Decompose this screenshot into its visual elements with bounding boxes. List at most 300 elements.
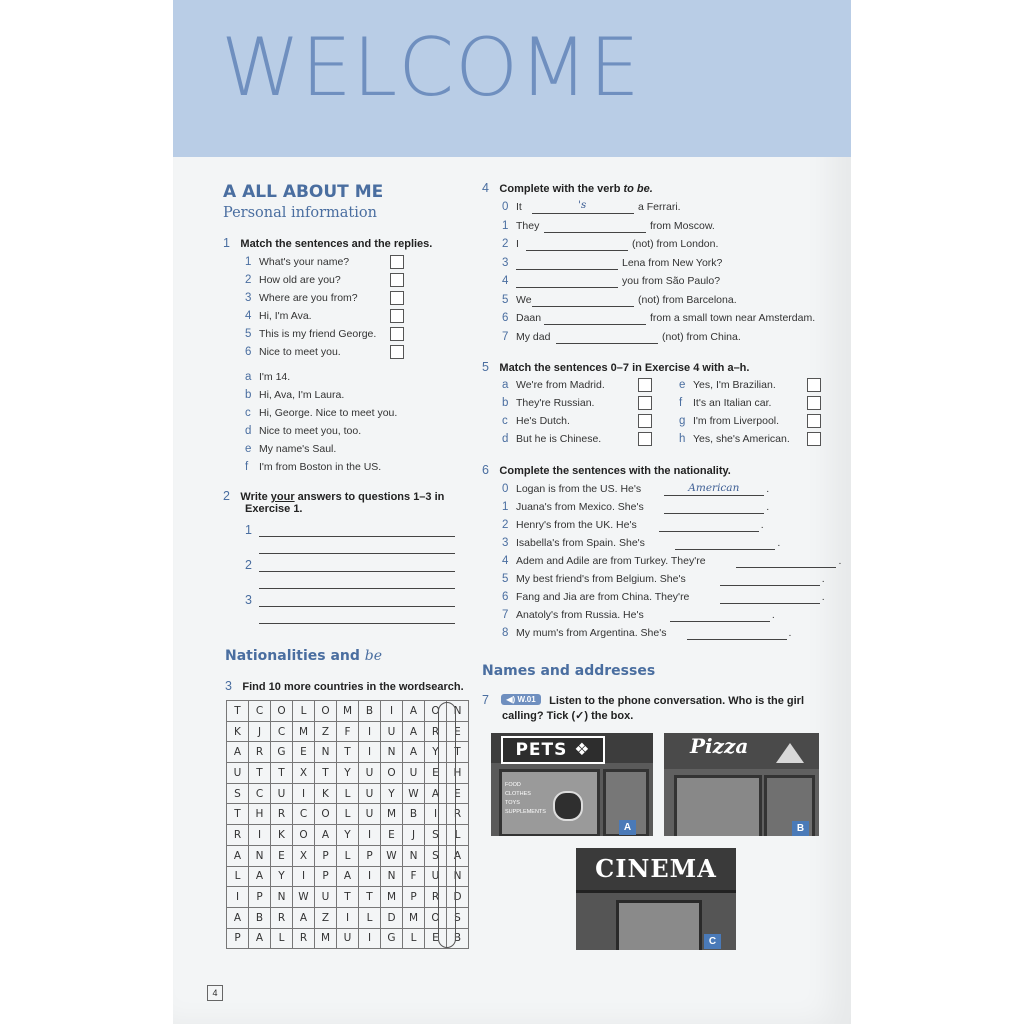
wordsearch-cell[interactable]: L [293, 701, 315, 722]
wordsearch-cell[interactable]: O [271, 701, 293, 722]
item-text: a Ferrari. [638, 201, 681, 213]
wordsearch-cell[interactable]: E [271, 845, 293, 866]
paw-icon: ❖ [567, 740, 591, 760]
answer-checkbox[interactable] [390, 291, 404, 305]
exercise-7-heading [482, 691, 804, 709]
wordsearch-cell[interactable]: T [227, 701, 249, 722]
item-text: (not) from China. [662, 330, 741, 343]
answer-line[interactable] [259, 536, 455, 537]
wordsearch-cell[interactable]: D [381, 907, 403, 928]
wordsearch-cell[interactable]: P [227, 928, 249, 949]
exercise-instruction: Find 10 more countries in the wordsearch. [242, 681, 464, 693]
item-text: from Moscow. [650, 219, 715, 232]
list-item [502, 609, 644, 621]
item-text: Hi, Ava, I'm Laura. [259, 389, 345, 401]
wordsearch-cell[interactable]: T [337, 742, 359, 763]
wordsearch-cell[interactable]: A [227, 907, 249, 928]
wordsearch-cell[interactable]: L [403, 928, 425, 949]
audio-track-button[interactable] [501, 694, 540, 705]
wordsearch-cell[interactable]: C [249, 701, 271, 722]
item-letter: b [502, 397, 509, 409]
exercise-4-heading [482, 179, 653, 197]
wordsearch-cell[interactable]: A [337, 866, 359, 887]
wordsearch-cell[interactable]: H [447, 763, 469, 784]
wordsearch-cell[interactable]: L [227, 866, 249, 887]
item-text: (not) from London. [632, 238, 719, 250]
wordsearch-cell[interactable]: E [381, 825, 403, 846]
item-text: My best friend's from Belgium. She's [516, 573, 686, 585]
answer-checkbox[interactable] [807, 414, 821, 428]
item-number: 1 [245, 523, 252, 537]
wordsearch-cell[interactable]: N [315, 742, 337, 763]
wordsearch-cell[interactable]: E [293, 742, 315, 763]
wordsearch-cell[interactable]: A [293, 907, 315, 928]
wordsearch-cell[interactable]: Y [337, 763, 359, 784]
item-number: 3 [502, 537, 509, 549]
wordsearch-cell[interactable]: P [315, 866, 337, 887]
list-item [245, 407, 397, 419]
wordsearch-cell[interactable]: M [293, 721, 315, 742]
item-number: 1 [502, 501, 509, 513]
answer-line[interactable] [516, 287, 618, 288]
wordsearch-cell[interactable]: I [293, 783, 315, 804]
answer-checkbox[interactable] [390, 345, 404, 359]
wordsearch-cell[interactable]: R [271, 907, 293, 928]
list-item [245, 292, 358, 304]
answer-line[interactable] [544, 324, 646, 325]
wordsearch-cell[interactable]: T [271, 763, 293, 784]
answer-checkbox[interactable] [390, 309, 404, 323]
wordsearch-cell[interactable]: U [403, 763, 425, 784]
item-text: Henry's from the UK. He's [516, 519, 637, 531]
wordsearch-cell[interactable]: T [315, 763, 337, 784]
answer-line[interactable] [675, 549, 775, 550]
header-banner [173, 0, 851, 157]
wordsearch-cell[interactable]: I [359, 742, 381, 763]
picture-cinema[interactable] [576, 848, 736, 950]
picture-pets-shop[interactable] [491, 733, 653, 836]
instruction-text: Exercise 1. [245, 503, 303, 515]
item-text: Anatoly's from Russia. He's [516, 609, 644, 621]
wordsearch-cell[interactable]: W [403, 783, 425, 804]
answer-checkbox[interactable] [807, 396, 821, 410]
wordsearch-cell[interactable]: I [381, 701, 403, 722]
answer-line[interactable] [516, 269, 618, 270]
wordsearch-cell[interactable]: Y [337, 825, 359, 846]
list-item [502, 501, 644, 513]
item-text: They [516, 219, 540, 232]
dog-logo-icon [553, 791, 583, 821]
wordsearch-cell[interactable]: B [403, 804, 425, 825]
wordsearch-row [227, 845, 469, 866]
wordsearch-cell[interactable]: U [359, 763, 381, 784]
answer-line[interactable] [259, 606, 455, 607]
answer-checkbox[interactable] [390, 327, 404, 341]
wordsearch-cell[interactable]: G [381, 928, 403, 949]
item-number: 6 [502, 312, 509, 324]
wordsearch-cell[interactable]: C [249, 783, 271, 804]
wordsearch-cell[interactable]: X [293, 845, 315, 866]
section-heading-names: Names and addresses [482, 663, 656, 679]
wordsearch-cell[interactable]: U [227, 763, 249, 784]
item-text: Daan [516, 312, 542, 324]
list-item [502, 591, 689, 603]
wordsearch-cell[interactable]: R [249, 742, 271, 763]
wordsearch-cell[interactable]: G [271, 742, 293, 763]
exercise-5-heading [482, 358, 749, 376]
list-item [502, 257, 516, 269]
wordsearch-cell[interactable]: L [447, 825, 469, 846]
sample-answer: 's [578, 199, 587, 211]
wordsearch-cell[interactable]: N [403, 845, 425, 866]
wordsearch-cell[interactable]: A [227, 742, 249, 763]
item-text: I [516, 238, 519, 250]
wordsearch-cell[interactable]: A [249, 866, 271, 887]
wordsearch-cell[interactable]: S [447, 907, 469, 928]
answer-checkbox[interactable] [638, 432, 652, 446]
wordsearch-cell[interactable]: R [293, 928, 315, 949]
item-number: 5 [502, 293, 509, 306]
wordsearch-cell[interactable]: N [447, 701, 469, 722]
wordsearch-cell[interactable]: U [337, 928, 359, 949]
answer-line[interactable] [544, 232, 646, 233]
answer-line[interactable] [687, 639, 787, 640]
wordsearch-cell[interactable]: I [359, 825, 381, 846]
item-number: 3 [245, 593, 252, 607]
item-text: from a small town near Amsterdam. [650, 312, 816, 324]
wordsearch-cell[interactable]: M [403, 907, 425, 928]
wordsearch-row [227, 783, 469, 804]
wordsearch-cell[interactable]: U [315, 887, 337, 908]
wordsearch-cell[interactable]: A [403, 701, 425, 722]
wordsearch-cell[interactable]: M [381, 804, 403, 825]
wordsearch-cell[interactable]: P [249, 887, 271, 908]
item-number: 2 [502, 238, 509, 250]
sentence-period: . [821, 573, 825, 585]
answer-line[interactable] [259, 588, 455, 589]
wordsearch-cell[interactable]: A [403, 721, 425, 742]
wordsearch-cell[interactable]: W [381, 845, 403, 866]
item-number: 1 [245, 256, 252, 268]
list-item [245, 371, 290, 383]
answer-line[interactable] [526, 250, 628, 251]
exercise-instruction: Listen to the phone conversation. Who is the girl [549, 695, 805, 707]
answer-line[interactable] [259, 571, 455, 572]
item-text: It's an Italian car. [693, 397, 772, 409]
item-text: He's Dutch. [516, 415, 570, 427]
item-letter: d [245, 425, 252, 437]
item-text: Yes, she's American. [693, 433, 790, 445]
page-title: WELCOME [221, 21, 641, 114]
page-number: 4 [207, 985, 223, 1001]
wordsearch-cell[interactable]: C [271, 721, 293, 742]
wordsearch-cell[interactable]: E [425, 928, 447, 949]
wordsearch-cell[interactable]: X [293, 763, 315, 784]
item-text: How old are you? [259, 274, 341, 286]
section-title: A ALL ABOUT ME [223, 182, 384, 202]
list-item [502, 220, 543, 232]
answer-checkbox[interactable] [638, 414, 652, 428]
wordsearch-cell[interactable]: K [227, 721, 249, 742]
item-text: We [516, 293, 532, 306]
wordsearch-cell[interactable]: B [359, 701, 381, 722]
item-text: I'm from Liverpool. [693, 415, 780, 427]
wordsearch-cell[interactable]: S [425, 825, 447, 846]
item-text: They're Russian. [516, 397, 595, 409]
section-subtitle: Personal information [223, 205, 377, 221]
exercise-number: 1 [223, 236, 230, 250]
item-number: 3 [502, 256, 509, 269]
instruction-text: Write [240, 491, 271, 503]
item-letter: f [679, 397, 683, 409]
exercise-number: 7 [482, 693, 489, 707]
wordsearch-cell[interactable]: A [425, 783, 447, 804]
answer-line[interactable] [259, 623, 455, 624]
picture-label-c: C [704, 934, 721, 949]
wordsearch-cell[interactable]: T [447, 742, 469, 763]
wordsearch-cell[interactable]: L [337, 845, 359, 866]
wordsearch-cell[interactable]: D [447, 887, 469, 908]
wordsearch-cell[interactable]: A [315, 825, 337, 846]
instruction-emphasis: your [270, 491, 295, 503]
wordsearch-cell[interactable]: F [403, 866, 425, 887]
item-letter: a [245, 371, 252, 383]
wordsearch-cell[interactable]: M [315, 928, 337, 949]
wordsearch-cell[interactable]: Z [315, 907, 337, 928]
wordsearch-cell[interactable]: I [359, 721, 381, 742]
item-text: Lena from New York? [622, 256, 723, 269]
wordsearch-answer-circle [438, 702, 456, 948]
wordsearch-cell[interactable]: L [359, 907, 381, 928]
answer-checkbox[interactable] [638, 396, 652, 410]
wordsearch-cell[interactable]: Y [381, 783, 403, 804]
wordsearch-cell[interactable]: B [447, 928, 469, 949]
list-item [502, 275, 516, 287]
item-letter: b [245, 389, 252, 401]
picture-pizza-shop[interactable] [664, 733, 819, 836]
wordsearch-cell[interactable]: A [403, 742, 425, 763]
exercise-3-heading [225, 677, 464, 695]
wordsearch-cell[interactable]: A [227, 845, 249, 866]
answer-checkbox[interactable] [807, 378, 821, 392]
wordsearch-cell[interactable]: O [425, 701, 447, 722]
board-item: TOYS [505, 800, 520, 806]
wordsearch-cell[interactable]: I [293, 866, 315, 887]
wordsearch-cell[interactable]: A [447, 845, 469, 866]
wordsearch-cell[interactable]: T [227, 804, 249, 825]
item-number: 0 [502, 483, 509, 495]
wordsearch-cell[interactable]: U [381, 721, 403, 742]
list-item [502, 537, 645, 549]
wordsearch-cell[interactable]: N [381, 866, 403, 887]
list-item [245, 346, 341, 358]
wordsearch-row [227, 763, 469, 784]
wordsearch-cell[interactable]: K [315, 783, 337, 804]
answer-checkbox[interactable] [807, 432, 821, 446]
exercise-instruction: calling? Tick (✓) the box. [502, 710, 634, 722]
answer-checkbox[interactable] [390, 273, 404, 287]
list-item [502, 201, 526, 213]
wordsearch-row [227, 887, 469, 908]
wordsearch-cell[interactable]: I [337, 907, 359, 928]
answer-checkbox[interactable] [390, 255, 404, 269]
answer-line[interactable] [259, 553, 455, 554]
list-item [679, 415, 779, 427]
shop-sign-text: Pizza [690, 734, 749, 758]
item-text: This is my friend George. [259, 328, 377, 340]
pizza-slice-icon [776, 743, 804, 763]
item-text: It [516, 201, 522, 213]
exercise-number: 6 [482, 463, 489, 477]
wordsearch-cell[interactable]: N [249, 845, 271, 866]
wordsearch-cell[interactable]: P [359, 845, 381, 866]
wordsearch-cell[interactable]: N [381, 742, 403, 763]
wordsearch-cell[interactable]: P [403, 887, 425, 908]
item-letter: d [502, 433, 509, 445]
item-letter: c [245, 407, 251, 419]
wordsearch-cell[interactable]: I [249, 825, 271, 846]
answer-line[interactable] [659, 531, 759, 532]
wordsearch-cell[interactable]: U [359, 804, 381, 825]
wordsearch-cell[interactable]: O [381, 763, 403, 784]
item-letter: f [245, 461, 249, 473]
list-item [502, 519, 637, 531]
wordsearch-cell[interactable]: T [249, 763, 271, 784]
wordsearch-cell[interactable]: L [337, 783, 359, 804]
heading-emphasis: be [364, 648, 383, 664]
instruction-text: answers to questions 1–3 in [294, 491, 445, 503]
item-number: 5 [245, 328, 252, 340]
answer-line[interactable] [670, 621, 770, 622]
board-item: FOOD [505, 782, 521, 788]
wordsearch-cell[interactable]: Y [425, 742, 447, 763]
item-letter: h [679, 433, 686, 445]
wordsearch-cell[interactable]: R [425, 887, 447, 908]
wordsearch-row [227, 721, 469, 742]
exercise-number: 5 [482, 360, 489, 374]
answer-line[interactable] [556, 343, 658, 344]
wordsearch-cell[interactable]: P [315, 845, 337, 866]
wordsearch-cell[interactable]: L [337, 804, 359, 825]
item-text: Hi, George. Nice to meet you. [259, 407, 398, 419]
wordsearch-cell[interactable]: R [425, 721, 447, 742]
item-text: Nice to meet you, too. [259, 425, 362, 437]
answer-line[interactable] [664, 495, 764, 496]
item-text: We're from Madrid. [516, 379, 605, 391]
answer-line[interactable] [720, 585, 820, 586]
wordsearch-grid[interactable] [226, 700, 469, 949]
wordsearch-cell[interactable]: J [403, 825, 425, 846]
wordsearch-cell[interactable]: M [337, 701, 359, 722]
list-item [679, 433, 790, 445]
exercise-number: 3 [225, 679, 232, 693]
wordsearch-cell[interactable]: Y [271, 866, 293, 887]
item-text: My mum's from Argentina. She's [516, 627, 667, 639]
wordsearch-cell[interactable]: N [271, 887, 293, 908]
wordsearch-cell[interactable]: Z [315, 721, 337, 742]
sentence-period: . [821, 591, 825, 603]
answer-line[interactable] [720, 603, 820, 604]
item-number: 2 [245, 558, 252, 572]
wordsearch-cell[interactable]: U [425, 866, 447, 887]
answer-line[interactable] [532, 306, 634, 307]
wordsearch-cell[interactable]: A [249, 928, 271, 949]
wordsearch-cell[interactable]: E [425, 763, 447, 784]
wordsearch-cell[interactable]: C [293, 804, 315, 825]
list-item [245, 274, 341, 286]
answer-checkbox[interactable] [638, 378, 652, 392]
item-text: you from São Paulo? [622, 275, 721, 287]
exercise-instruction: Complete the sentences with the nationality. [499, 465, 731, 477]
wordsearch-cell[interactable]: E [447, 783, 469, 804]
section-heading-nationalities [225, 648, 382, 664]
wordsearch-row [227, 907, 469, 928]
sentence-period: . [788, 627, 792, 639]
wordsearch-cell[interactable]: U [359, 783, 381, 804]
wordsearch-cell[interactable]: I [359, 928, 381, 949]
wordsearch-cell[interactable]: S [227, 783, 249, 804]
item-number: 4 [245, 310, 252, 322]
item-text: Juana's from Mexico. She's [516, 501, 644, 513]
wordsearch-cell[interactable]: L [271, 928, 293, 949]
list-item [502, 294, 536, 306]
wordsearch-cell[interactable]: F [337, 721, 359, 742]
item-number: 6 [502, 591, 509, 603]
speaker-icon: ◀) [506, 695, 516, 705]
exercise-1-heading [223, 234, 432, 252]
wordsearch-cell[interactable]: O [293, 825, 315, 846]
list-item [245, 389, 344, 401]
wordsearch-cell[interactable]: T [359, 887, 381, 908]
wordsearch-cell[interactable]: T [337, 887, 359, 908]
wordsearch-cell[interactable]: B [249, 907, 271, 928]
wordsearch-cell[interactable]: S [425, 845, 447, 866]
wordsearch-cell[interactable]: N [447, 866, 469, 887]
wordsearch-cell[interactable]: K [271, 825, 293, 846]
list-item [502, 555, 706, 567]
wordsearch-cell[interactable]: J [249, 721, 271, 742]
list-item [502, 312, 545, 324]
wordsearch-cell[interactable]: O [315, 701, 337, 722]
wordsearch-cell[interactable]: E [447, 721, 469, 742]
wordsearch-cell[interactable]: H [249, 804, 271, 825]
wordsearch-cell[interactable]: I [227, 887, 249, 908]
wordsearch-cell[interactable]: R [271, 804, 293, 825]
wordsearch-cell[interactable]: I [425, 804, 447, 825]
wordsearch-cell[interactable]: R [447, 804, 469, 825]
wordsearch-cell[interactable]: W [293, 887, 315, 908]
instruction-text: Complete with the verb [499, 183, 624, 195]
sentence-period: . [760, 519, 764, 531]
wordsearch-cell[interactable]: M [381, 887, 403, 908]
list-item [679, 397, 771, 409]
item-number: 2 [245, 274, 252, 286]
wordsearch-cell[interactable]: O [425, 907, 447, 928]
answer-line[interactable] [736, 567, 836, 568]
item-text: My dad [516, 330, 551, 343]
answer-line[interactable] [664, 513, 764, 514]
list-item [245, 328, 376, 340]
item-number: 6 [245, 346, 252, 358]
wordsearch-cell[interactable]: O [315, 804, 337, 825]
item-text: Where are you from? [259, 292, 358, 304]
sample-answer: American [688, 482, 740, 494]
wordsearch-cell[interactable]: I [359, 866, 381, 887]
answer-line[interactable] [532, 213, 634, 214]
wordsearch-cell[interactable]: R [227, 825, 249, 846]
wordsearch-cell[interactable]: U [271, 783, 293, 804]
item-number: 7 [502, 609, 509, 621]
